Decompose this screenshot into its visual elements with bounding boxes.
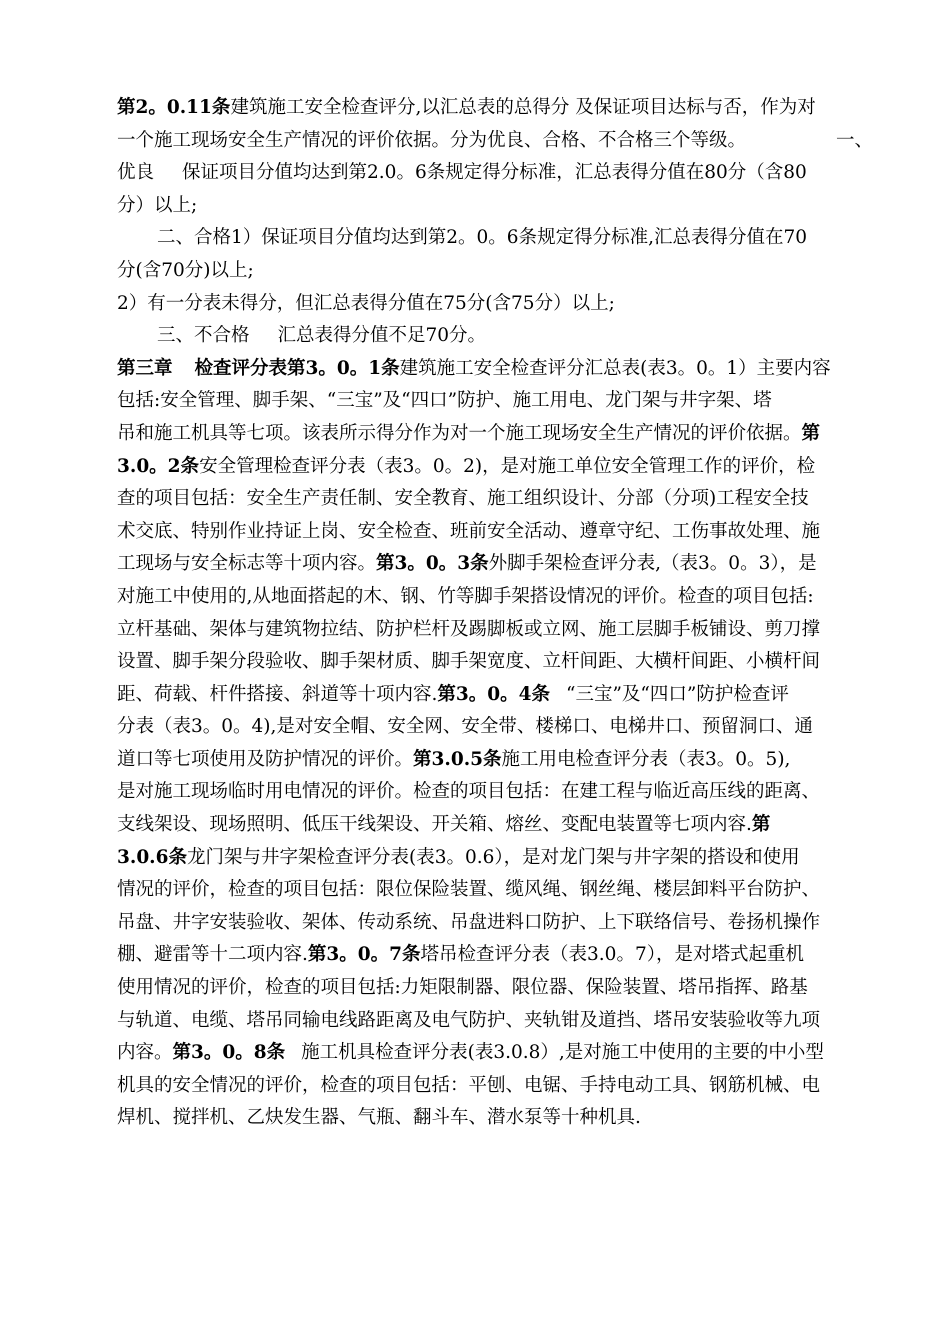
line-text: 设置、脚手架分段验收、脚手架材质、脚手架宽度、立杆间距、大横杆间距、小横杆间 xyxy=(117,651,821,673)
text-line xyxy=(117,907,852,940)
text-line xyxy=(117,646,852,679)
line-text: 术交底、特别作业持证上岗、安全检查、班前安全活动、遵章守纪、工伤事故处理、施 xyxy=(117,520,821,542)
line-text: 塔吊检查评分表（表3.0。7），是对塔式起重机 xyxy=(420,944,804,966)
article-number: 第3。0。8条 xyxy=(172,1042,286,1064)
line-text: 使用情况的评价，检查的项目包括:力矩限制器、限位器、保险装置、塔吊指挥、路基 xyxy=(117,977,808,999)
line-text: 对施工中使用的,从地面搭起的木、钢、竹等脚手架搭设情况的评价。检查的项目包括: xyxy=(117,585,814,607)
text-line xyxy=(117,711,852,744)
line-text: 分(含70分)以上; xyxy=(117,259,254,281)
article-number: 第2。0.11条 xyxy=(117,97,231,118)
text-line xyxy=(117,157,852,190)
line-text: 建筑施工安全检查评分,以汇总表的总得分 及保证项目达标与否，作为对 xyxy=(230,97,816,118)
article-number: 第 xyxy=(801,422,821,444)
line-text: 支线架设、现场照明、低压干线架设、开关箱、熔丝、变配电装置等七项内容. xyxy=(117,814,752,836)
line-text: 查的项目包括：安全生产责任制、安全教育、施工组织设计、分部（分项)工程安全技 xyxy=(117,488,809,510)
line-text: 二、合格1）保证项目分值均达到第2。0。6条规定得分标准,汇总表得分值在70 xyxy=(157,227,808,249)
line-text: 施工机具检查评分表(表3.0.8）,是对施工中使用的主要的中小型 xyxy=(301,1042,824,1064)
text-line xyxy=(117,255,852,288)
text-line xyxy=(117,222,852,255)
text-line xyxy=(117,809,852,842)
line-text: 是对施工现场临时用电情况的评价。检查的项目包括：在建工程与临近高压线的距离、 xyxy=(117,781,821,803)
line-text: 一个施工现场安全生产情况的评价依据。分为优良、合格、不合格三个等级。 xyxy=(117,129,747,151)
text-line xyxy=(117,548,852,581)
text-line xyxy=(117,1070,852,1103)
text-line xyxy=(117,614,852,647)
article-number: 第3。0。3条 xyxy=(376,553,489,575)
line-text: 施工用电检查评分表（表3。0。5), xyxy=(501,748,791,770)
text-line xyxy=(117,939,852,972)
text-line xyxy=(117,516,852,549)
text-line xyxy=(117,190,852,223)
line-text: 包括:安全管理、脚手架、“三宝”及“四口”防护、施工用电、龙门架与井字架、塔 xyxy=(117,390,772,412)
text-line xyxy=(117,972,852,1005)
text-line xyxy=(117,92,852,125)
text-line xyxy=(117,451,852,484)
line-text: 焊机、搅拌机、乙炔发生器、气瓶、翻斗车、潜水泵等十种机具. xyxy=(117,1107,641,1129)
line-text: 汇总表得分值不足70分。 xyxy=(277,325,487,347)
line-text: 工现场与安全标志等十项内容。 xyxy=(117,553,377,575)
line-text: 棚、避雷等十二项内容. xyxy=(117,944,308,966)
text-line xyxy=(117,874,852,907)
line-text: 机具的安全情况的评价，检查的项目包括：平刨、电锯、手持电动工具、钢筋机械、电 xyxy=(117,1074,821,1096)
text-line xyxy=(117,679,852,712)
article-number: 3.0.6条 xyxy=(117,846,187,868)
line-text: 保证项目分值均达到第2.0。6条规定得分标准，汇总表得分值在80分（含80 xyxy=(182,162,807,184)
line-text: 与轨道、电缆、塔吊同输电线路距离及电气防护、夹轨钳及道挡、塔吊安装验收等九项 xyxy=(117,1009,821,1031)
article-number: 检查评分表第3。0。1条 xyxy=(194,357,400,379)
document-body xyxy=(117,92,874,1135)
line-text: 安全管理检查评分表（表3。0。2)，是对施工单位安全管理工作的评价，检 xyxy=(199,455,816,477)
text-line xyxy=(117,320,852,353)
text-line xyxy=(117,483,852,516)
line-text: 情况的评价，检查的项目包括：限位保险装置、缆风绳、钢丝绳、楼层卸料平台防护、 xyxy=(117,879,821,901)
line-text: 外脚手架检查评分表,（表3。0。3），是 xyxy=(488,553,817,575)
line-text: 三、不合格 xyxy=(157,325,250,347)
line-text: 优良 xyxy=(117,162,155,184)
line-text: “三宝”及“四口”防护检查评 xyxy=(566,683,789,705)
article-number: 3.0。2条 xyxy=(117,455,200,477)
line-text: 分表（表3。0。4),是对安全帽、安全网、安全带、楼梯口、电梯井口、预留洞口、通 xyxy=(117,716,813,738)
text-line xyxy=(117,1037,852,1070)
text-line xyxy=(117,288,852,321)
line-text: 2）有一分表未得分，但汇总表得分值在75分(含75分）以上; xyxy=(117,292,615,314)
line-text: 一、 xyxy=(836,129,874,151)
text-line xyxy=(117,744,852,777)
text-line xyxy=(117,776,852,809)
line-text: 建筑施工安全检查评分汇总表(表3。0。1）主要内容 xyxy=(399,357,831,379)
article-number: 第3。0。7条 xyxy=(307,944,421,966)
chapter-heading: 第三章 xyxy=(117,357,173,379)
text-line xyxy=(117,581,852,614)
line-text: 龙门架与井字架检查评分表(表3。0.6），是对龙门架与井字架的搭设和使用 xyxy=(187,846,800,868)
text-line xyxy=(117,418,852,451)
article-number: 第 xyxy=(751,814,771,836)
text-line xyxy=(117,353,852,386)
article-number: 第3.0.5条 xyxy=(413,748,502,770)
line-text: 吊盘、井字安装验收、架体、传动系统、吊盘进料口防护、上下联络信号、卷扬机操作 xyxy=(117,911,821,933)
line-text: 道口等七项使用及防护情况的评价。 xyxy=(117,748,414,770)
text-line xyxy=(117,125,874,158)
line-text: 立杆基础、架体与建筑物拉结、防护栏杆及踢脚板或立网、施工层脚手板铺设、剪刀撑 xyxy=(117,618,821,640)
article-number: 第3。0。4条 xyxy=(437,683,551,705)
line-text: 吊和施工机具等七项。该表所示得分作为对一个施工现场安全生产情况的评价依据。 xyxy=(117,422,802,444)
text-line xyxy=(117,1102,852,1135)
text-line xyxy=(117,842,852,875)
line-text: 分）以上; xyxy=(117,194,198,216)
text-line xyxy=(117,1005,852,1038)
text-line xyxy=(117,385,852,418)
line-text: 距、荷载、杆件搭接、斜道等十项内容. xyxy=(117,683,438,705)
line-text: 内容。 xyxy=(117,1042,173,1064)
